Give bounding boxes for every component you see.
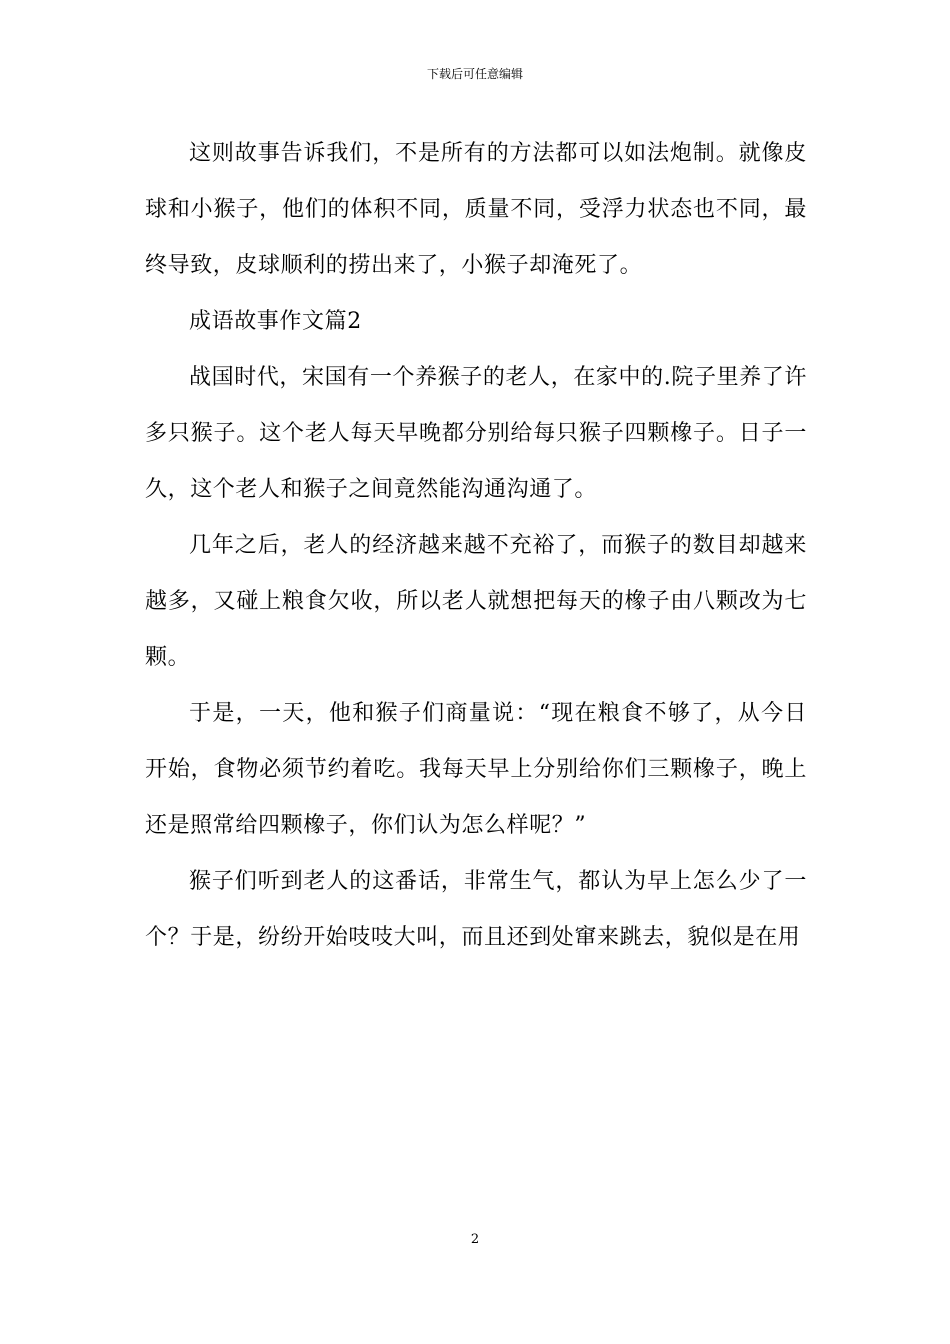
paragraph-moral: 这则故事告诉我们，不是所有的方法都可以如法炮制。就像皮球和小猴子，他们的体积不同，质量不同，受浮力状态也不同，最终导致，皮球顺利的捞出来了，小猴子却淹死了。 [145, 141, 807, 278]
paragraph-story-intro: 战国时代，宋国有一个养猴子的老人，在家中的.院子里养了许多只猴子。这个老人每天早晚都分别给每只猴子四颗橡子。日子一久，这个老人和猴子之间竟然能沟通沟通了。 [145, 365, 807, 502]
page-header: 下载后可任意编辑 [426, 67, 523, 81]
paragraph-proposal: 于是，一天，他和猴子们商量说：“现在粮食不够了，从今日开始，食物必须节约着吃。我每天早上分别给你们三颗橡子，晚上还是照常给四颗橡子，你们认为怎么样呢？” [145, 701, 807, 838]
page-number: 2 [470, 1232, 480, 1247]
section-heading: 成语故事作文篇2 [189, 309, 362, 334]
paragraph-hardship: 几年之后，老人的经济越来越不充裕了，而猴子的数目却越来越多，又碰上粮食欠收，所以老人就想把每天的橡子由八颗改为七颗。 [145, 533, 807, 670]
document-body [145, 126, 807, 966]
paragraph-reaction: 猴子们听到老人的这番话，非常生气，都认为早上怎么少了一个？于是，纷纷开始吱吱大叫，而且还到处窜来跳去，貌似是在用 [145, 869, 807, 950]
